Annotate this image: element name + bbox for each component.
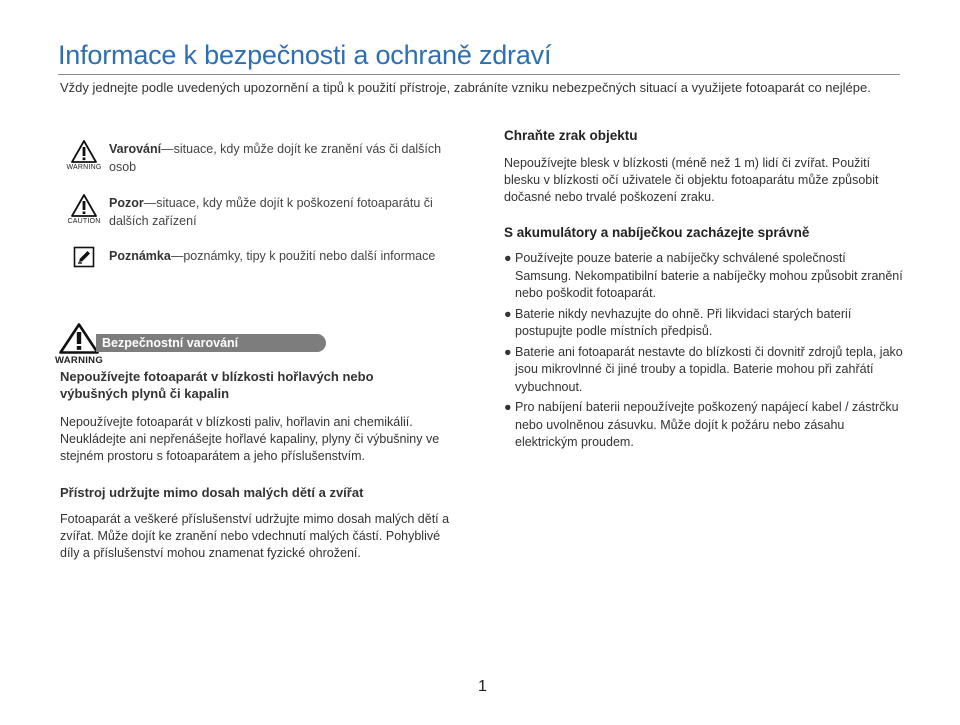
page-number: 1	[478, 678, 487, 695]
flammable-heading: Nepoužívejte fotoaparát v blízkosti hořlavých nebo výbušných plynů či kapalin	[60, 369, 374, 401]
list-item	[504, 250, 904, 303]
caution-icon-caption: CAUTION	[67, 218, 101, 225]
title-rule	[58, 74, 900, 75]
safety-warning-banner	[55, 323, 239, 366]
legend-warning-icon-block	[66, 140, 102, 171]
caution-triangle-icon	[71, 194, 97, 217]
flammable-body: Nepoužívejte fotoaparát v blízkosti paliv, hořlavin ani chemikálií. Neukládejte ani nepřenášejte hořlavé kapaliny, plyny či výbušniny ve stejném prostoru s fotoaparátem a jeho příslušenstvím.	[60, 415, 440, 463]
legend-note-text	[109, 247, 449, 265]
legend-caution-text	[109, 194, 449, 230]
bullet-dot: ●	[504, 251, 512, 265]
intro-text: Vždy jednejte podle uvedených upozornění a tipů k použití přístroje, zabráníte vzniku nebezpečných situací a využijete fotoaparát co nejlépe.	[60, 80, 871, 95]
children-heading: Přístroj udržujte mimo dosah malých dětí a zvířat	[60, 485, 364, 500]
battery-heading: S akumulátory a nabíječkou zacházejte správně	[504, 225, 810, 240]
legend-note-desc: —poznámky, tipy k použití nebo další informace	[170, 249, 436, 263]
legend-note-icon-block	[66, 246, 102, 268]
safety-warning-pill: Bezpečnostní varování	[96, 334, 326, 352]
eyes-heading: Chraňte zrak objektu	[504, 128, 638, 143]
note-pencil-icon	[73, 246, 95, 268]
children-body: Fotoaparát a veškeré příslušenství udržujte mimo dosah malých dětí a zvířat. Může dojít ke zranění nebo vdechnutí malých částí. Pohyblivé díly a příslušenství mohou znamenat fyzické ohrožení.	[60, 512, 450, 560]
warning-triangle-icon	[59, 323, 99, 354]
safety-warning-caption: WARNING	[55, 355, 104, 366]
warning-triangle-icon	[71, 140, 97, 163]
list-item	[504, 306, 904, 341]
bullet-dot: ●	[504, 306, 512, 321]
list-item	[504, 344, 904, 397]
bullet-text: Pro nabíjení baterii nepoužívejte poškozený napájecí kabel / zástrčku nebo uvolněnou zásuvku. Může dojít k požáru nebo zásahu elektrickým proudem.	[515, 400, 899, 449]
eyes-body: Nepoužívejte blesk v blízkosti (méně než 1 m) lidí či zvířat. Použití blesku v blízkosti očí uživatele či objektu fotoaparátu může způsobit dočasné nebo trvalé poškození zraku.	[504, 156, 879, 204]
legend-caution-desc: —situace, kdy může dojít k poškození fotoaparátu či dalších zařízení	[109, 196, 433, 228]
battery-bullet-list	[504, 250, 904, 455]
legend-warning-desc: —situace, kdy může dojít ke zranění vás či dalších osob	[109, 142, 442, 174]
bullet-text: Baterie nikdy nevhazujte do ohně. Při likvidaci starých baterií postupujte podle místních předpisů.	[515, 306, 852, 338]
legend-caution-icon-block	[66, 194, 102, 225]
legend-note	[66, 246, 449, 268]
bullet-text: Baterie ani fotoaparát nestavte do blízkosti či dovnitř zdrojů tepla, jako jsou mikrovlnné či jiné trouby a topidla. Baterie mohou při zahřátí vybuchnout.	[515, 344, 903, 394]
legend-warning-text	[109, 140, 449, 176]
warning-icon-caption: WARNING	[66, 164, 102, 171]
bullet-text: Používejte pouze baterie a nabíječky schválené společností Samsung. Nekompatibilní baterie a nabíječky mohou způsobit zranění nebo poškodit fotoaparát.	[515, 251, 903, 300]
list-item	[504, 399, 904, 452]
legend-warning	[66, 140, 449, 176]
legend-caution	[66, 194, 449, 230]
bullet-dot: ●	[504, 344, 512, 359]
legend-note-term: Poznámka	[109, 249, 171, 263]
legend-caution-term: Pozor	[109, 196, 144, 210]
bullet-dot: ●	[504, 400, 512, 414]
legend-warning-term: Varování	[109, 142, 162, 156]
page-title: Informace k bezpečnosti a ochraně zdraví	[58, 40, 552, 70]
